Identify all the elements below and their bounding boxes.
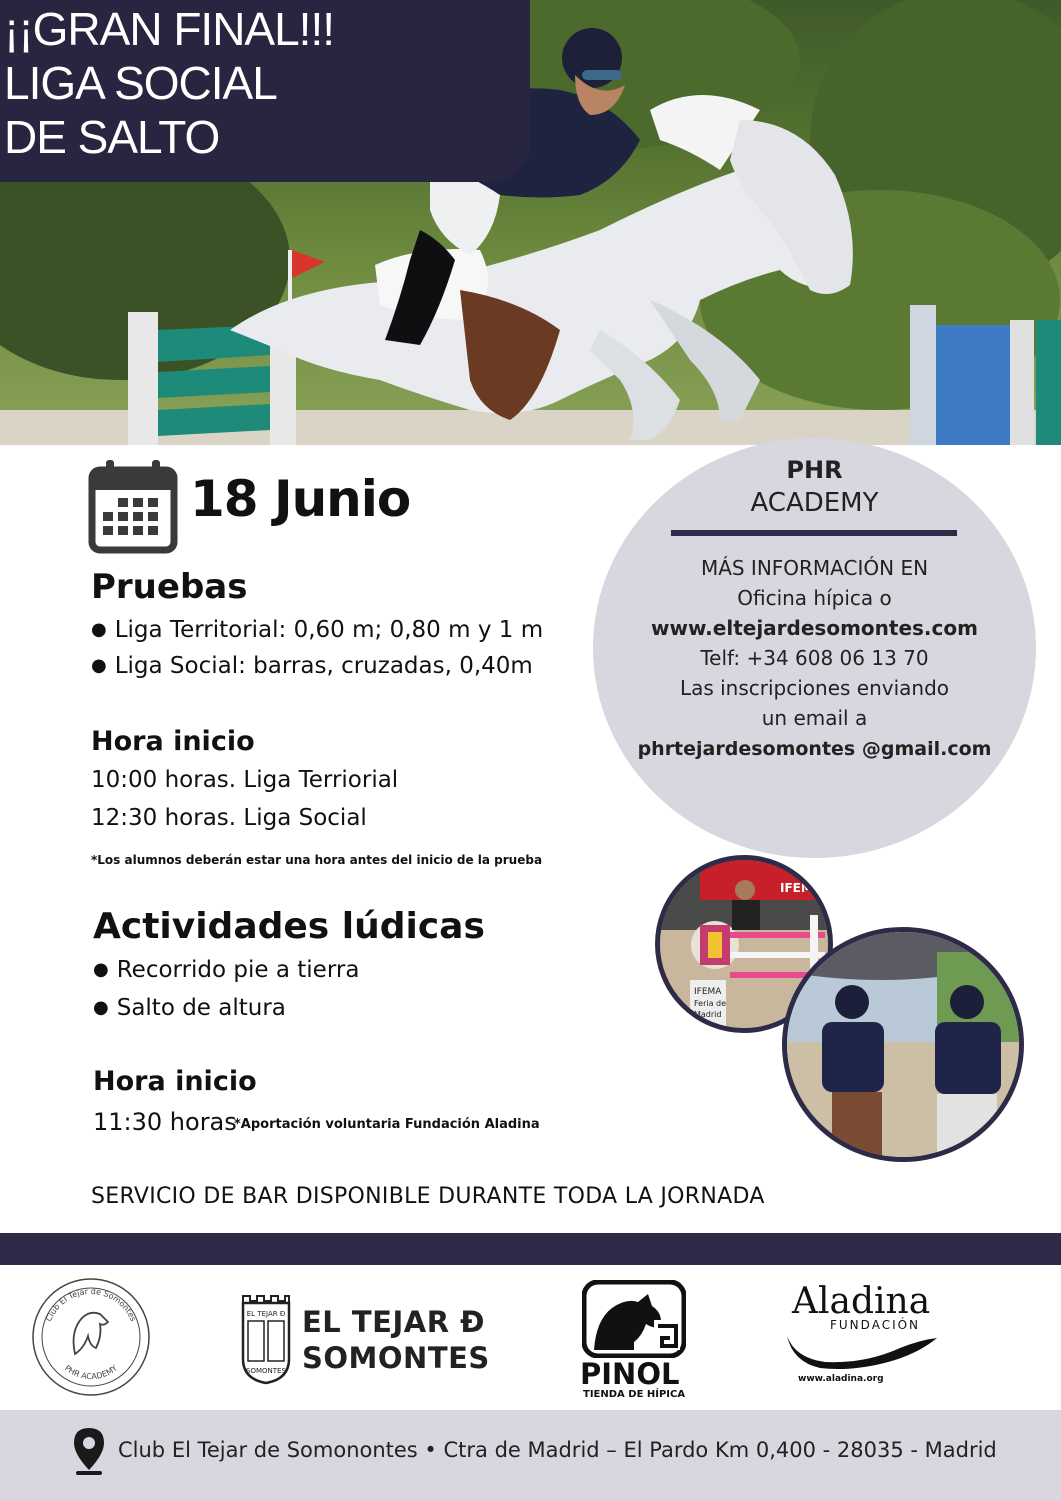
tejar-shield-logo (240, 1293, 292, 1385)
info-line-2: Oficina hípica o (737, 586, 892, 610)
hora-inicio-line-1: 10:00 horas. Liga Terriorial (91, 767, 399, 793)
pinol-logo-text: PINOL (580, 1357, 680, 1391)
hora-inicio-time: 11:30 horas (93, 1108, 237, 1136)
calendar-icon (88, 458, 178, 554)
actividades-item-2: ● Salto de altura (93, 995, 286, 1021)
info-circle (593, 438, 1036, 858)
title-line-2: LIGA SOCIAL (4, 57, 277, 109)
hora-inicio-heading-2: Hora inicio (93, 1066, 257, 1097)
tejar-logo-line-2: SOMONTES (302, 1341, 490, 1375)
ifema-sign-bottom-2: Feria de (694, 999, 727, 1008)
location-pin-icon (72, 1426, 106, 1476)
footer-address: Club El Tejar de Somonontes • Ctra de Madrid – El Pardo Km 0,400 - 28035 - Madrid (118, 1438, 997, 1462)
bar-service-notice: SERVICIO DE BAR DISPONIBLE DURANTE TODA LA JORNADA (91, 1184, 765, 1209)
pruebas-item-1: ● Liga Territorial: 0,60 m; 0,80 m y 1 m (91, 617, 543, 643)
phone-number: Telf: +34 608 06 13 70 (700, 646, 929, 670)
aladina-logo-subtitle: FUNDACIÓN (830, 1318, 921, 1332)
title-line-3: DE SALTO (4, 111, 220, 163)
aladina-url[interactable]: www.aladina.org (798, 1374, 884, 1384)
ifema-sign-bottom-1: IFEMA (694, 987, 722, 997)
phr-academy-logo (30, 1276, 152, 1398)
tejar-logo-line-1: EL TEJAR Ð (302, 1305, 485, 1339)
academy-subtitle: ACADEMY (750, 488, 879, 518)
academy-title: PHR (786, 456, 843, 484)
ifema-sign-top: IFEMA (780, 881, 823, 895)
info-line-1: MÁS INFORMACIÓN EN (700, 556, 929, 580)
aladina-lamp-icon (785, 1330, 940, 1372)
title-line-1: ¡¡GRAN FINAL!!! (4, 3, 335, 55)
email-link[interactable]: phrtejardesomontes @gmail.com (637, 738, 992, 760)
phr-bottom-text: PHR ACADEMY (63, 1363, 119, 1382)
pinol-logo-subtitle: TIENDA DE HÍPICA (583, 1389, 686, 1400)
info-line-5: Las inscripciones enviando (679, 676, 950, 700)
aladina-logo-text: Aladina (792, 1281, 931, 1322)
footer-divider-band (0, 1233, 1061, 1265)
tejar-shield-top: EL TEJAR Ð (246, 1310, 286, 1318)
hora-inicio-note: *Los alumnos deberán estar una hora antes del inicio de la prueba (91, 853, 543, 867)
pruebas-item-2: ● Liga Social: barras, cruzadas, 0,40m (91, 653, 533, 679)
pinol-logo (582, 1280, 686, 1358)
website-link[interactable]: www.eltejardesomontes.com (651, 616, 978, 640)
hero-photo (0, 0, 1061, 445)
tejar-shield-bottom: SOMONTES (246, 1367, 286, 1375)
phr-ring-text: Club El Tejar de Somontes (44, 1286, 138, 1323)
svg-text:Club El Tejar de Somontes (44, 1287, 138, 1323)
event-date: 18 Junio (190, 470, 411, 528)
ifema-sign-bottom-3: Madrid (694, 1010, 722, 1019)
hora-inicio-line-2: 12:30 horas. Liga Social (91, 805, 367, 831)
pruebas-heading: Pruebas (91, 567, 248, 607)
actividades-heading: Actividades lúdicas (93, 906, 485, 947)
svg-text:PHR ACADEMY (63, 1363, 119, 1381)
hora-inicio-heading-1: Hora inicio (91, 726, 255, 757)
info-line-6: un email a (761, 706, 868, 730)
event-title-box (0, 0, 530, 182)
divider (671, 530, 957, 536)
actividades-item-1: ● Recorrido pie a tierra (93, 957, 359, 983)
aportacion-note: *Aportación voluntaria Fundación Aladina (234, 1117, 540, 1132)
riders-photo (782, 927, 1024, 1162)
